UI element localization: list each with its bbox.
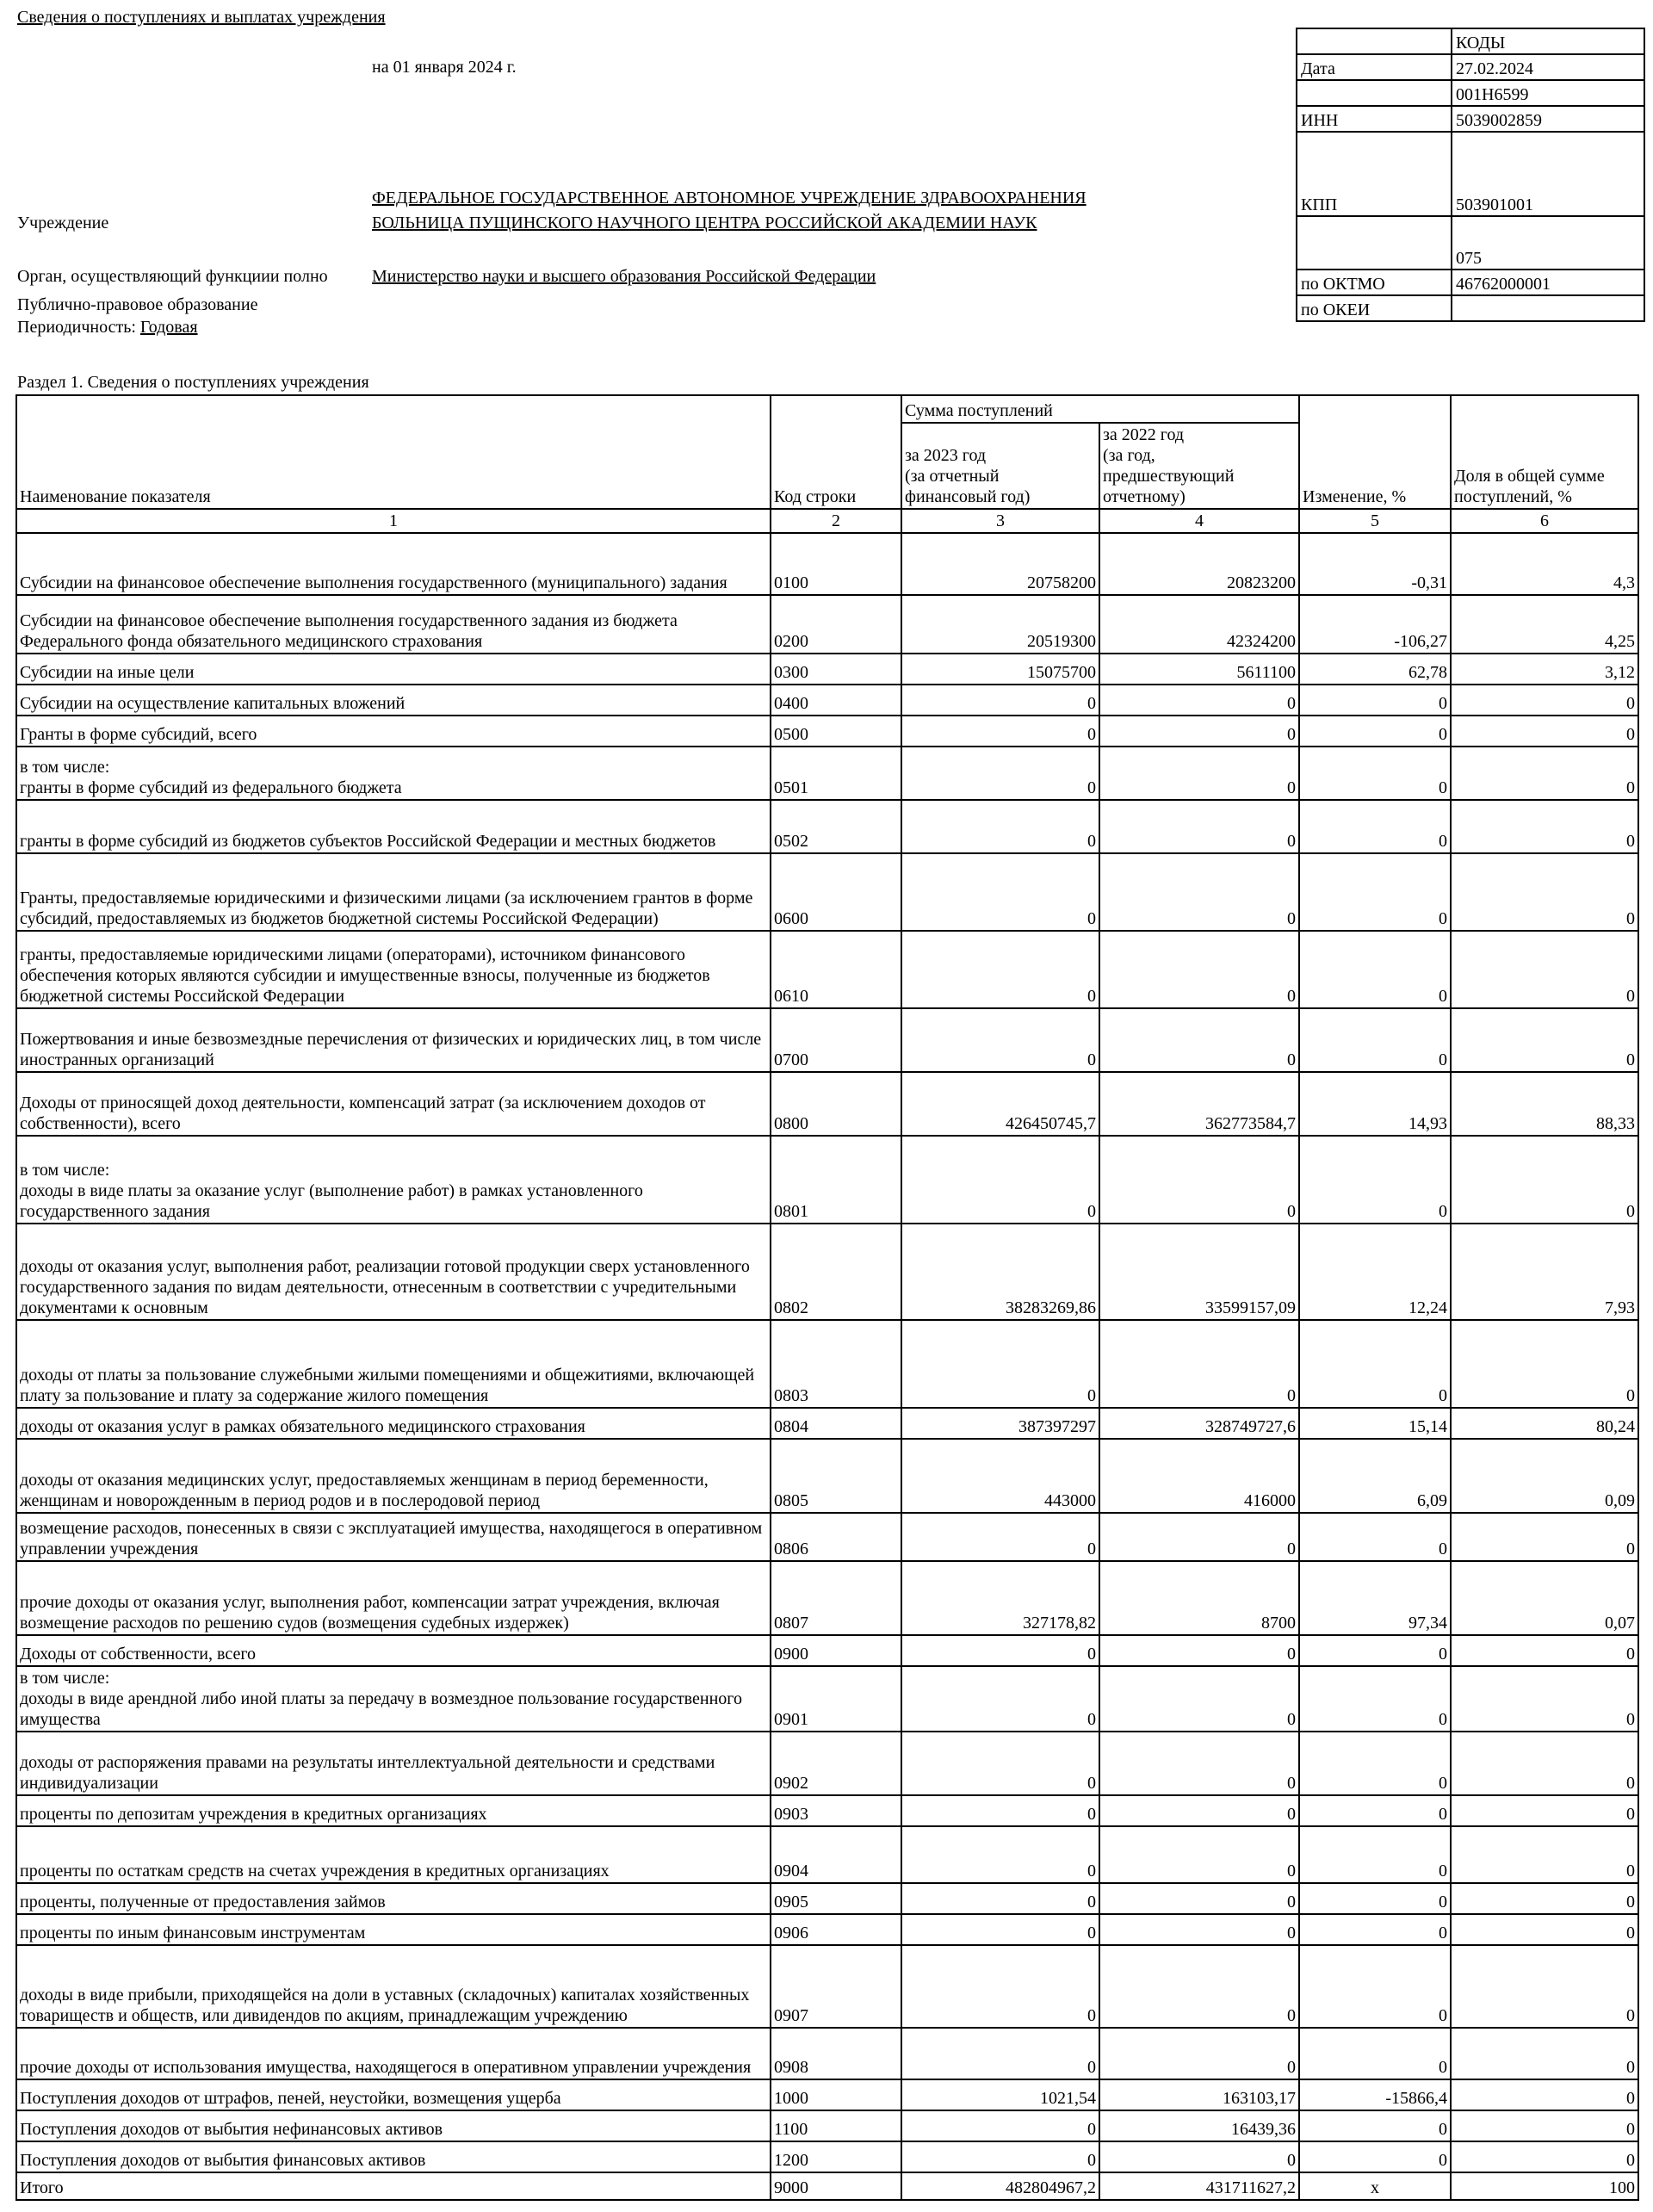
row-value-2022: 0 — [1099, 853, 1299, 931]
row-change: 0 — [1299, 716, 1451, 747]
row-change: -106,27 — [1299, 595, 1451, 654]
row-name: Гранты в форме субсидий, всего — [16, 716, 771, 747]
table-row — [16, 1224, 1638, 1320]
inn-value: 5039002859 — [1452, 106, 1644, 132]
row-value-2023: 20519300 — [901, 595, 1099, 654]
date-value: 27.02.2024 — [1452, 54, 1644, 80]
row-share: 0,07 — [1451, 1561, 1638, 1635]
oktmo-value: 46762000001 — [1452, 270, 1644, 295]
table-row — [16, 1883, 1638, 1914]
row-change: 0 — [1299, 800, 1451, 853]
table-row — [16, 1320, 1638, 1408]
row-value-2023: 20758200 — [901, 533, 1099, 595]
row-value-2023: 0 — [901, 1008, 1099, 1072]
row-name: доходы от оказания услуг в рамках обязательного медицинского страхования — [16, 1408, 771, 1439]
header-2023-line-3: финансовый год) — [905, 487, 1031, 506]
periodicity-label: Периодичность: — [17, 318, 136, 337]
header-share-line-1: Доля в общей сумме — [1454, 467, 1605, 486]
row-code: 0904 — [771, 1826, 901, 1883]
row-value-2022: 0 — [1099, 1945, 1299, 2028]
row-share: 0 — [1451, 2079, 1638, 2110]
row-value-2023: 38283269,86 — [901, 1224, 1099, 1320]
row-value-2023: 0 — [901, 2110, 1099, 2141]
row-change: 6,09 — [1299, 1439, 1451, 1513]
table-row — [16, 1666, 1638, 1732]
row-value-2022: 0 — [1099, 685, 1299, 716]
row-value-2022: 0 — [1099, 800, 1299, 853]
row-code: 0901 — [771, 1666, 901, 1732]
row-code: 1100 — [771, 2110, 901, 2141]
row-share: 0 — [1451, 1320, 1638, 1408]
table-row — [16, 654, 1638, 685]
row-code: 0501 — [771, 747, 901, 800]
table-row — [16, 1914, 1638, 1945]
row-change: 97,34 — [1299, 1561, 1451, 1635]
row-value-2023: 0 — [901, 1666, 1099, 1732]
row-change: 0 — [1299, 1732, 1451, 1795]
column-number-4: 4 — [1099, 509, 1299, 533]
row-name: доходы в виде прибыли, приходящейся на доли в уставных (складочных) капиталах хозяйственных товариществ и обществ, или дивидендов по акциям, принадлежащим учреждению — [16, 1945, 771, 2028]
row-value-2023: 0 — [901, 685, 1099, 716]
row-name: Доходы от собственности, всего — [16, 1635, 771, 1666]
row-change: -0,31 — [1299, 533, 1451, 595]
total-row — [16, 2172, 1638, 2200]
row-share: 0 — [1451, 1883, 1638, 1914]
row-change: 14,93 — [1299, 1072, 1451, 1136]
kpp-label: КПП — [1297, 132, 1452, 216]
row-share: 0 — [1451, 1914, 1638, 1945]
row-code: 0900 — [771, 1635, 901, 1666]
row-name: Субсидии на финансовое обеспечение выполнения государственного задания из бюджета Федерального фонда обязательного медицинского страхования — [16, 595, 771, 654]
row-name: прочие доходы от использования имущества, находящегося в оперативном управлении учреждения — [16, 2028, 771, 2079]
row-value-2022: 42324200 — [1099, 595, 1299, 654]
row-value-2022: 0 — [1099, 1826, 1299, 1883]
row-value-2023: 426450745,7 — [901, 1072, 1099, 1136]
row-name: доходы от платы за пользование служебными жилыми помещениями и общежитиями, включающей плату за пользование и плату за содержание жилого помещения — [16, 1320, 771, 1408]
section-title: Раздел 1. Сведения о поступлениях учреждения — [17, 373, 369, 392]
row-name: возмещение расходов, понесенных в связи с эксплуатацией имущества, находящегося в оперативном управлении учреждения — [16, 1513, 771, 1561]
row-value-2022: 0 — [1099, 1883, 1299, 1914]
table-row — [16, 1795, 1638, 1826]
row-name: Субсидии на осуществление капитальных вложений — [16, 685, 771, 716]
row-name: Пожертвования и иные безвозмездные перечисления от физических и юридических лиц, в том числе иностранных организаций — [16, 1008, 771, 1072]
header-2022-line-1: за 2022 год — [1103, 425, 1185, 444]
row-share: 0 — [1451, 1008, 1638, 1072]
header-change: Изменение, % — [1299, 395, 1451, 509]
row-change: 15,14 — [1299, 1408, 1451, 1439]
row-name: в том числе: доходы в виде платы за оказание услуг (выполнение работ) в рамках установленного государственного задания — [16, 1136, 771, 1224]
row-value-2023: 0 — [901, 1826, 1099, 1883]
row-share: 0 — [1451, 716, 1638, 747]
header-2022-line-2: (за год, — [1103, 446, 1155, 465]
row-name: проценты, полученные от предоставления займов — [16, 1883, 771, 1914]
row-code: 0907 — [771, 1945, 901, 2028]
row-code: 0801 — [771, 1136, 901, 1224]
row-value-2023: 0 — [901, 2141, 1099, 2172]
table-row — [16, 1635, 1638, 1666]
row-change: 0 — [1299, 1008, 1451, 1072]
row-name: доходы от распоряжения правами на результаты интеллектуальной деятельности и средствами индивидуализации — [16, 1732, 771, 1795]
periodicity-value: Годовая — [139, 318, 198, 337]
table-row — [16, 2028, 1638, 2079]
row-code: 0200 — [771, 595, 901, 654]
total-change: x — [1299, 2172, 1451, 2200]
table-row — [16, 1826, 1638, 1883]
row-name: в том числе: гранты в форме субсидий из федерального бюджета — [16, 747, 771, 800]
row-value-2022: 0 — [1099, 1666, 1299, 1732]
row-name: проценты по депозитам учреждения в кредитных организациях — [16, 1795, 771, 1826]
row-name: проценты по остаткам средств на счетах учреждения в кредитных организациях — [16, 1826, 771, 1883]
row-value-2022: 33599157,09 — [1099, 1224, 1299, 1320]
row-share: 80,24 — [1451, 1408, 1638, 1439]
row-value-2022: 163103,17 — [1099, 2079, 1299, 2110]
row-share: 0 — [1451, 1635, 1638, 1666]
row-value-2022: 20823200 — [1099, 533, 1299, 595]
row-value-2023: 0 — [901, 1320, 1099, 1408]
row-code: 0502 — [771, 800, 901, 853]
row-value-2022: 0 — [1099, 1008, 1299, 1072]
row-code: 0902 — [771, 1732, 901, 1795]
row-change: 0 — [1299, 1826, 1451, 1883]
table-row — [16, 1513, 1638, 1561]
row-value-2023: 0 — [901, 1136, 1099, 1224]
row-change: 0 — [1299, 747, 1451, 800]
date-label: Дата — [1297, 54, 1452, 80]
row-value-2023: 0 — [901, 800, 1099, 853]
receipts-table — [15, 394, 1639, 2201]
header-2022-line-4: отчетному) — [1103, 487, 1186, 506]
total-name: Итого — [16, 2172, 771, 2200]
total-share: 100 — [1451, 2172, 1638, 2200]
row-name: проценты по иным финансовым инструментам — [16, 1914, 771, 1945]
row-share: 0 — [1451, 2110, 1638, 2141]
row-share: 0 — [1451, 1136, 1638, 1224]
row-value-2023: 0 — [901, 1945, 1099, 2028]
row-code: 0600 — [771, 853, 901, 931]
document-title: Сведения о поступлениях и выплатах учреждения — [17, 8, 386, 27]
row-change: 0 — [1299, 853, 1451, 931]
row-value-2023: 15075700 — [901, 654, 1099, 685]
row-code: 0908 — [771, 2028, 901, 2079]
row-value-2022: 0 — [1099, 747, 1299, 800]
row-value-2023: 0 — [901, 2028, 1099, 2079]
row-share: 0 — [1451, 800, 1638, 853]
row-change: 0 — [1299, 1320, 1451, 1408]
table-row — [16, 1136, 1638, 1224]
table-row — [16, 800, 1638, 853]
table-row — [16, 1945, 1638, 2028]
table-row — [16, 716, 1638, 747]
row-value-2023: 0 — [901, 853, 1099, 931]
row-change: 0 — [1299, 1666, 1451, 1732]
row-value-2022: 0 — [1099, 2028, 1299, 2079]
row-code: 0610 — [771, 931, 901, 1008]
codes-table — [1296, 28, 1645, 322]
row-value-2023: 0 — [901, 931, 1099, 1008]
header-name: Наименование показателя — [16, 395, 771, 509]
total-code: 9000 — [771, 2172, 901, 2200]
row-change: 0 — [1299, 2141, 1451, 2172]
row-value-2022: 0 — [1099, 716, 1299, 747]
organ-name: Министерство науки и высшего образования Российской Федерации — [372, 267, 876, 286]
row-share: 0 — [1451, 1945, 1638, 2028]
row-share: 0 — [1451, 747, 1638, 800]
row-name: гранты, предоставляемые юридическими лицами (операторами), источником финансового обеспечения которых являются субсидии и имущественные взносы, полученные из бюджетов бюджетной системы Российской Федерации — [16, 931, 771, 1008]
row-value-2023: 0 — [901, 1635, 1099, 1666]
row-share: 7,93 — [1451, 1224, 1638, 1320]
row-code: 0100 — [771, 533, 901, 595]
row-value-2023: 0 — [901, 716, 1099, 747]
table-row — [16, 2079, 1638, 2110]
row-change: 0 — [1299, 1883, 1451, 1914]
row-share: 0 — [1451, 2141, 1638, 2172]
row-name: в том числе: доходы в виде арендной либо иной платы за передачу в возмездное пользование государственного имущества — [16, 1666, 771, 1732]
row-name: прочие доходы от оказания услуг, выполнения работ, компенсации затрат учреждения, включая возмещение расходов по решению судов (возмещения судебных издержек) — [16, 1561, 771, 1635]
row-name: Субсидии на иные цели — [16, 654, 771, 685]
row-value-2022: 16439,36 — [1099, 2110, 1299, 2141]
row-change: 0 — [1299, 1945, 1451, 2028]
table-row — [16, 685, 1638, 716]
institution-code: 001Н6599 — [1452, 80, 1644, 106]
row-change: 12,24 — [1299, 1224, 1451, 1320]
row-code: 0400 — [771, 685, 901, 716]
row-change: 62,78 — [1299, 654, 1451, 685]
codes-title: КОДЫ — [1452, 28, 1644, 54]
institution-name-line-2: БОЛЬНИЦА ПУЩИНСКОГО НАУЧНОГО ЦЕНТРА РОССИЙСКОЙ АКАДЕМИИ НАУК — [372, 214, 1037, 232]
row-value-2022: 328749727,6 — [1099, 1408, 1299, 1439]
row-change: 0 — [1299, 1635, 1451, 1666]
row-share: 0 — [1451, 1513, 1638, 1561]
table-row — [16, 533, 1638, 595]
row-name: Доходы от приносящей доход деятельности, компенсаций затрат (за исключением доходов от собственности), всего — [16, 1072, 771, 1136]
row-name: гранты в форме субсидий из бюджетов субъектов Российской Федерации и местных бюджетов — [16, 800, 771, 853]
row-value-2022: 0 — [1099, 1914, 1299, 1945]
column-number-2: 2 — [771, 509, 901, 533]
row-code: 0800 — [771, 1072, 901, 1136]
row-value-2023: 0 — [901, 1795, 1099, 1826]
row-share: 0 — [1451, 685, 1638, 716]
institution-label: Учреждение — [17, 214, 109, 232]
row-share: 4,25 — [1451, 595, 1638, 654]
row-value-2023: 0 — [901, 1513, 1099, 1561]
oktmo-label: по ОКТМО — [1297, 270, 1452, 295]
table-row — [16, 2141, 1638, 2172]
column-number-3: 3 — [901, 509, 1099, 533]
row-change: 0 — [1299, 1914, 1451, 1945]
table-row — [16, 1408, 1638, 1439]
table-row — [16, 2110, 1638, 2141]
row-value-2023: 0 — [901, 747, 1099, 800]
row-code: 0805 — [771, 1439, 901, 1513]
table-row — [16, 853, 1638, 931]
header-2022-line-3: предшествующий — [1103, 467, 1235, 486]
row-code: 0803 — [771, 1320, 901, 1408]
row-share: 88,33 — [1451, 1072, 1638, 1136]
row-name: доходы от оказания медицинских услуг, предоставляемых женщинам в период беременности, женщинам и новорожденным в период родов и в послеродовой период — [16, 1439, 771, 1513]
row-value-2022: 5611100 — [1099, 654, 1299, 685]
header-share-line-2: поступлений, % — [1454, 487, 1572, 506]
header-2023 — [901, 423, 1099, 509]
kpp-value: 503901001 — [1452, 132, 1644, 216]
row-change: 0 — [1299, 931, 1451, 1008]
row-name: Поступления доходов от выбытия нефинансовых активов — [16, 2110, 771, 2141]
organ-code: 075 — [1452, 216, 1644, 270]
row-share: 0,09 — [1451, 1439, 1638, 1513]
row-code: 0804 — [771, 1408, 901, 1439]
row-value-2022: 0 — [1099, 931, 1299, 1008]
periodicity — [17, 317, 198, 338]
row-value-2023: 443000 — [901, 1439, 1099, 1513]
row-value-2022: 0 — [1099, 1732, 1299, 1795]
row-share: 0 — [1451, 1732, 1638, 1795]
table-row — [16, 1072, 1638, 1136]
organ-label: Орган, осуществляющий функциии полно — [17, 267, 328, 286]
row-share: 0 — [1451, 931, 1638, 1008]
row-value-2023: 1021,54 — [901, 2079, 1099, 2110]
row-change: 0 — [1299, 2110, 1451, 2141]
row-value-2022: 0 — [1099, 1320, 1299, 1408]
header-code: Код строки — [771, 395, 901, 509]
row-name: доходы от оказания услуг, выполнения работ, реализации готовой продукции сверх установленного государственного задания по видам деятельности, отнесенным в соответствии с учредительными документами к основным — [16, 1224, 771, 1320]
row-share: 0 — [1451, 1666, 1638, 1732]
row-share: 3,12 — [1451, 654, 1638, 685]
row-share: 4,3 — [1451, 533, 1638, 595]
row-code: 0802 — [771, 1224, 901, 1320]
row-value-2022: 362773584,7 — [1099, 1072, 1299, 1136]
row-value-2023: 387397297 — [901, 1408, 1099, 1439]
table-row — [16, 747, 1638, 800]
row-code: 0806 — [771, 1513, 901, 1561]
row-code: 0700 — [771, 1008, 901, 1072]
institution-name-line-1: ФЕДЕРАЛЬНОЕ ГОСУДАРСТВЕННОЕ АВТОНОМНОЕ УЧРЕЖДЕНИЕ ЗДРАВООХРАНЕНИЯ — [372, 189, 1087, 208]
row-value-2023: 0 — [901, 1914, 1099, 1945]
total-value-2022: 431711627,2 — [1099, 2172, 1299, 2200]
table-row — [16, 1439, 1638, 1513]
row-name: Поступления доходов от выбытия финансовых активов — [16, 2141, 771, 2172]
row-value-2023: 0 — [901, 1732, 1099, 1795]
row-code: 0807 — [771, 1561, 901, 1635]
row-value-2022: 0 — [1099, 1795, 1299, 1826]
row-code: 1200 — [771, 2141, 901, 2172]
row-code: 1000 — [771, 2079, 901, 2110]
row-value-2022: 0 — [1099, 1513, 1299, 1561]
row-value-2022: 0 — [1099, 1136, 1299, 1224]
row-name: Гранты, предоставляемые юридическими и физическими лицами (за исключением грантов в форме субсидий, предоставляемых из бюджетов бюджетной системы Российской Федерации) — [16, 853, 771, 931]
header-2023-line-1: за 2023 год — [905, 446, 987, 465]
row-share: 0 — [1451, 1795, 1638, 1826]
row-change: 0 — [1299, 1136, 1451, 1224]
row-code: 0300 — [771, 654, 901, 685]
okei-label: по ОКЕИ — [1297, 295, 1452, 321]
row-change: 0 — [1299, 2028, 1451, 2079]
row-name: Поступления доходов от штрафов, пеней, неустойки, возмещения ущерба — [16, 2079, 771, 2110]
table-row — [16, 1732, 1638, 1795]
row-code: 0905 — [771, 1883, 901, 1914]
row-value-2022: 0 — [1099, 1635, 1299, 1666]
column-number-6: 6 — [1451, 509, 1638, 533]
row-value-2023: 0 — [901, 1883, 1099, 1914]
total-value-2023: 482804967,2 — [901, 2172, 1099, 2200]
header-2023-line-2: (за отчетный — [905, 467, 1000, 486]
row-value-2022: 416000 — [1099, 1439, 1299, 1513]
row-code: 0500 — [771, 716, 901, 747]
table-row — [16, 931, 1638, 1008]
row-value-2022: 0 — [1099, 2141, 1299, 2172]
header-2022 — [1099, 423, 1299, 509]
report-date: на 01 января 2024 г. — [372, 58, 517, 77]
row-share: 0 — [1451, 853, 1638, 931]
row-value-2023: 327178,82 — [901, 1561, 1099, 1635]
ppo-label: Публично-правовое образование — [17, 295, 258, 314]
row-change: 0 — [1299, 685, 1451, 716]
row-change: 0 — [1299, 1513, 1451, 1561]
table-row — [16, 595, 1638, 654]
okei-value — [1452, 295, 1644, 321]
header-share — [1451, 395, 1638, 509]
row-change: -15866,4 — [1299, 2079, 1451, 2110]
column-number-1: 1 — [16, 509, 771, 533]
row-change: 0 — [1299, 1795, 1451, 1826]
row-value-2022: 8700 — [1099, 1561, 1299, 1635]
row-name: Субсидии на финансовое обеспечение выполнения государственного (муниципального) задания — [16, 533, 771, 595]
row-code: 0903 — [771, 1795, 901, 1826]
column-number-5: 5 — [1299, 509, 1451, 533]
table-row — [16, 1561, 1638, 1635]
row-share: 0 — [1451, 2028, 1638, 2079]
table-row — [16, 1008, 1638, 1072]
row-code: 0906 — [771, 1914, 901, 1945]
row-share: 0 — [1451, 1826, 1638, 1883]
header-sum: Сумма поступлений — [901, 395, 1299, 423]
inn-label: ИНН — [1297, 106, 1452, 132]
